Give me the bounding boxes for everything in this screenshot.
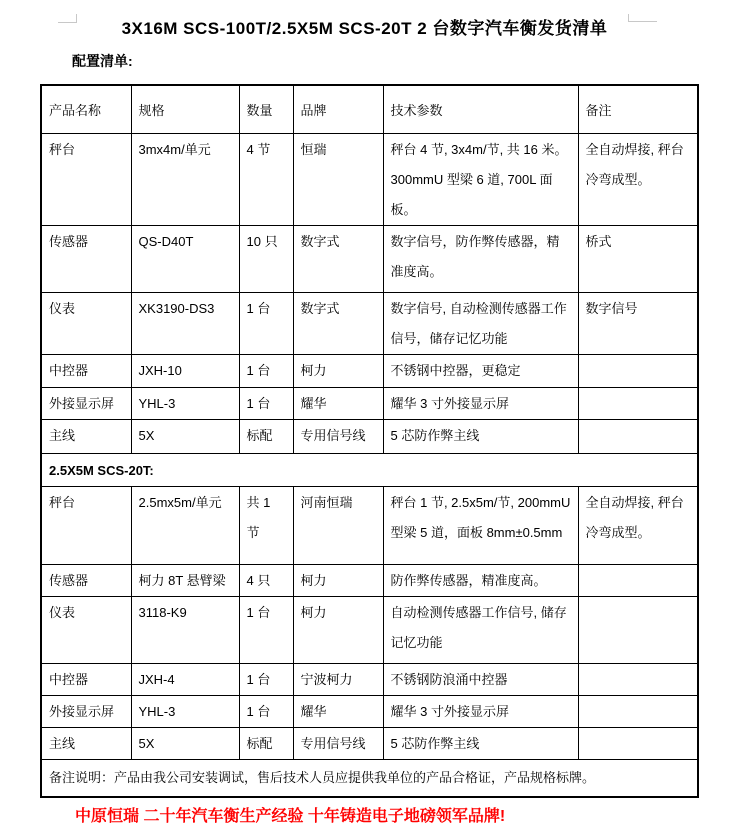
page-title: 3X16M SCS-100T/2.5X5M SCS-20T 2 台数字汽车衡发货清单 [121, 19, 608, 38]
tech-params-cell: 5 芯防作弊主线 [383, 419, 578, 453]
config-table-body [41, 85, 698, 797]
remarks-cell [578, 695, 698, 727]
table-row [41, 596, 698, 663]
remarks-cell [578, 419, 698, 453]
column-header-1: 规格 [131, 85, 239, 133]
table-row [41, 663, 698, 695]
config-list-label: 配置清单: [72, 53, 133, 69]
brand-cell: 柯力 [293, 564, 383, 596]
quantity-cell: 共 1 节 [239, 486, 293, 564]
column-header-4: 技术参数 [383, 85, 578, 133]
tech-params-cell: 不锈钢中控器，更稳定 [383, 354, 578, 387]
section2-label: 2.5X5M SCS-20T: [41, 453, 698, 486]
brand-cell: 柯力 [293, 596, 383, 663]
spec-cell: 2.5mx5m/单元 [131, 486, 239, 564]
brand-cell: 耀华 [293, 387, 383, 419]
column-header-3: 品牌 [293, 85, 383, 133]
brand-cell: 数字式 [293, 225, 383, 292]
brand-cell: 宁波柯力 [293, 663, 383, 695]
quantity-cell: 标配 [239, 419, 293, 453]
quantity-cell: 10 只 [239, 225, 293, 292]
spec-cell: 3118-K9 [131, 596, 239, 663]
spec-cell: 3mx4m/单元 [131, 133, 239, 225]
tech-params-cell: 自动检测传感器工作信号, 储存记忆功能 [383, 596, 578, 663]
quantity-cell: 4 只 [239, 564, 293, 596]
tech-params-cell: 秤台 4 节, 3x4m/节, 共 16 米。300mmU 型梁 6 道, 700L 面板。 [383, 133, 578, 225]
tech-params-cell: 耀华 3 寸外接显示屏 [383, 387, 578, 419]
quantity-cell: 1 台 [239, 695, 293, 727]
remarks-cell [578, 354, 698, 387]
remarks-cell [578, 727, 698, 759]
remarks-cell [578, 663, 698, 695]
product-name-cell: 外接显示屏 [41, 387, 131, 419]
table-row [41, 695, 698, 727]
tech-params-cell: 不锈钢防浪涌中控器 [383, 663, 578, 695]
config-table [40, 84, 699, 798]
remarks-cell: 全自动焊接, 秤台冷弯成型。 [578, 486, 698, 564]
column-header-0: 产品名称 [41, 85, 131, 133]
quantity-cell: 1 台 [239, 663, 293, 695]
product-name-cell: 仪表 [41, 292, 131, 354]
brand-cell: 专用信号线 [293, 727, 383, 759]
remarks-cell: 数字信号 [578, 292, 698, 354]
table-header-row [41, 85, 698, 133]
quantity-cell: 1 台 [239, 387, 293, 419]
table-row [41, 564, 698, 596]
quantity-cell: 1 台 [239, 292, 293, 354]
product-name-cell: 主线 [41, 727, 131, 759]
quantity-cell: 4 节 [239, 133, 293, 225]
table-row [41, 387, 698, 419]
tech-params-cell: 5 芯防作弊主线 [383, 727, 578, 759]
product-name-cell: 中控器 [41, 354, 131, 387]
note-row [41, 759, 698, 797]
remarks-cell [578, 596, 698, 663]
table-row [41, 292, 698, 354]
spec-cell: QS-D40T [131, 225, 239, 292]
product-name-cell: 秤台 [41, 133, 131, 225]
table-row [41, 354, 698, 387]
brand-cell: 恒瑞 [293, 133, 383, 225]
remarks-cell [578, 387, 698, 419]
table-row [41, 727, 698, 759]
spec-cell: 柯力 8T 悬臂梁 [131, 564, 239, 596]
product-name-cell: 中控器 [41, 663, 131, 695]
quantity-cell: 1 台 [239, 354, 293, 387]
product-name-cell: 传感器 [41, 564, 131, 596]
tech-params-cell: 耀华 3 寸外接显示屏 [383, 695, 578, 727]
spec-cell: 5X [131, 727, 239, 759]
tech-params-cell: 数字信号, 自动检测传感器工作信号，储存记忆功能 [383, 292, 578, 354]
remarks-cell [578, 564, 698, 596]
section-header-row [41, 453, 698, 486]
note-text: 备注说明：产品由我公司安装调试，售后技术人员应提供我单位的产品合格证，产品规格标牌。 [41, 759, 698, 797]
quantity-cell: 标配 [239, 727, 293, 759]
column-header-2: 数量 [239, 85, 293, 133]
spec-cell: YHL-3 [131, 387, 239, 419]
spec-cell: YHL-3 [131, 695, 239, 727]
tech-params-cell: 防作弊传感器，精准度高。 [383, 564, 578, 596]
spec-cell: JXH-10 [131, 354, 239, 387]
column-header-5: 备注 [578, 85, 698, 133]
product-name-cell: 主线 [41, 419, 131, 453]
spec-cell: JXH-4 [131, 663, 239, 695]
spec-cell: 5X [131, 419, 239, 453]
brand-cell: 河南恒瑞 [293, 486, 383, 564]
quantity-cell: 1 台 [239, 596, 293, 663]
product-name-cell: 外接显示屏 [41, 695, 131, 727]
brand-cell: 专用信号线 [293, 419, 383, 453]
brand-slogan: 中原恒瑞 二十年汽车衡生产经验 十年铸造电子地磅领军品牌! [75, 808, 506, 825]
product-name-cell: 秤台 [41, 486, 131, 564]
remarks-cell: 全自动焊接, 秤台冷弯成型。 [578, 133, 698, 225]
product-name-cell: 传感器 [41, 225, 131, 292]
product-name-cell: 仪表 [41, 596, 131, 663]
table-row [41, 225, 698, 292]
table-row [41, 486, 698, 564]
brand-cell: 柯力 [293, 354, 383, 387]
tech-params-cell: 秤台 1 节, 2.5x5m/节, 200mmU 型梁 5 道，面板 8mm±0.5mm [383, 486, 578, 564]
crop-mark-top-right [628, 14, 657, 22]
spec-cell: XK3190-DS3 [131, 292, 239, 354]
crop-mark-top-left [58, 14, 77, 23]
table-row [41, 419, 698, 453]
brand-cell: 数字式 [293, 292, 383, 354]
remarks-cell: 桥式 [578, 225, 698, 292]
brand-cell: 耀华 [293, 695, 383, 727]
tech-params-cell: 数字信号，防作弊传感器，精准度高。 [383, 225, 578, 292]
table-row [41, 133, 698, 225]
